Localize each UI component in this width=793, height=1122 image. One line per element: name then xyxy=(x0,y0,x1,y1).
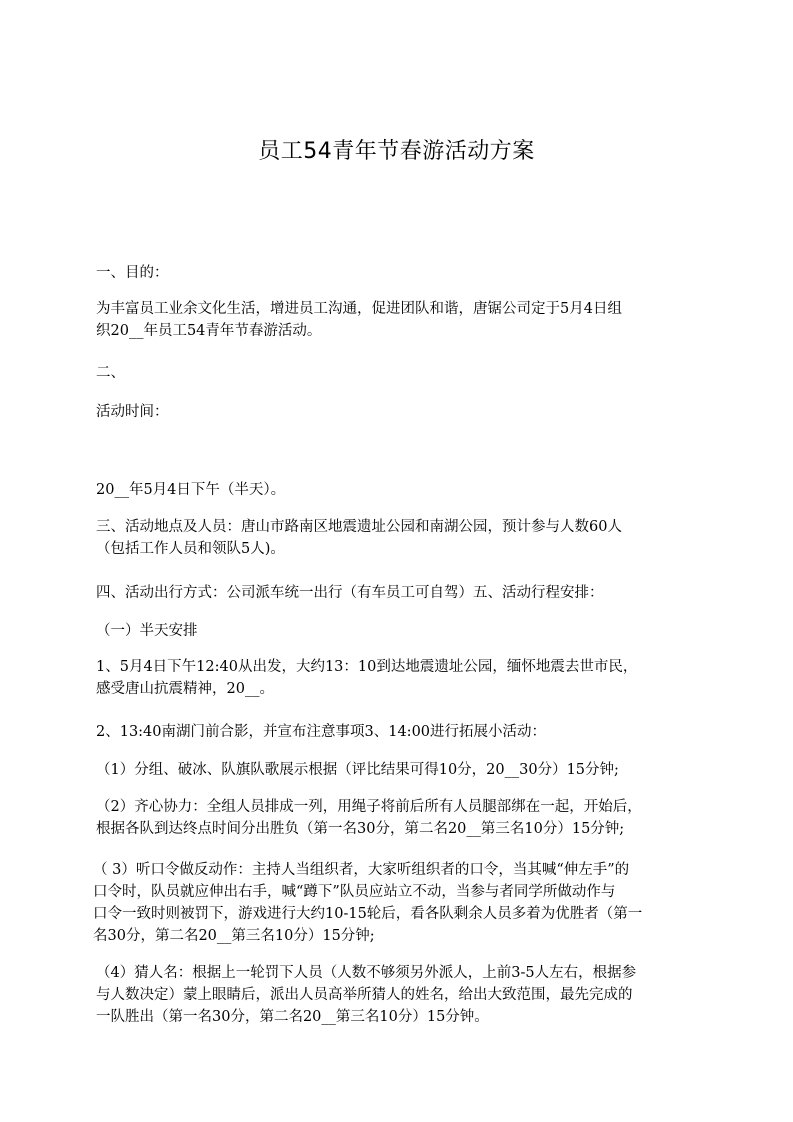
activity-time-value: 20__年5月4日下午（半天）。 xyxy=(96,482,286,498)
document-title: 员工54青年节春游活动方案 xyxy=(258,139,535,164)
schedule-item-2: 2、13:40南湖门前合影，并宣布注意事项3、14:00进行拓展小活动： xyxy=(96,724,547,740)
act4-line-2: 与人数决定）蒙上眼睛后，派出人员高举所猜人的姓名，给出大致范围，最先完成的 xyxy=(96,987,633,1003)
location-line-2: （包括工作人员和领队5人)。 xyxy=(96,541,285,557)
half-day-heading: （一）半天安排 xyxy=(96,623,198,639)
section-purpose-body xyxy=(96,298,706,342)
section-purpose-heading: 一、目的： xyxy=(96,265,169,281)
act3-line-4: 名30分，第二名20__第三名10分）15分钟; xyxy=(93,928,375,944)
act4-line-3: 一队胜出（第一名30分，第二名20__第三名10分）15分钟。 xyxy=(96,1009,489,1025)
section-transport: 四、活动出行方式：公司派车统一出行（有车员工可自驾）五、活动行程安排： xyxy=(96,585,604,601)
section-location xyxy=(96,516,706,560)
purpose-line-2: 织20__年员工54青年节春游活动。 xyxy=(96,323,322,339)
location-line-1: 三、活动地点及人员：唐山市路南区地震遗址公园和南湖公园，预计参与人数60人 xyxy=(96,519,622,535)
schedule-item-1 xyxy=(96,656,706,700)
purpose-line-1: 为丰富员工业余文化生活，增进员工沟通，促进团队和谐，唐锯公司定于5月4日组 xyxy=(96,301,622,317)
act2-line-2: 根据各队到达终点时间分出胜负（第一名30分，第二名20__第三名10分）15分钟; xyxy=(96,821,625,837)
activity-4 xyxy=(96,962,706,1028)
activity-1: （1）分组、破冰、队旗队歌展示根据（评比结果可得10分，20__30分）15分钟; xyxy=(96,762,619,778)
activity-2 xyxy=(96,796,706,840)
item1-line-2: 感受唐山抗震精神，20__。 xyxy=(96,681,274,697)
act3-line-3: 口令一致时则被罚下，游戏进行大约10-15轮后，看各队剩余人员多着为优胜者（第一 xyxy=(93,906,643,922)
act2-line-1: （2）齐心协力：全组人员排成一列，用绳子将前后所有人员腿部绑在一起，开始后， xyxy=(96,799,642,815)
act3-line-2: 口令时，队员就应伸出右手，喊“蹲下”队员应站立不动，当参与者同学所做动作与 xyxy=(93,884,616,900)
activity-3 xyxy=(93,859,703,947)
item1-line-1: 1、5月4日下午12:40从出发，大约13：10到达地震遗址公园，缅怀地震去世市民， xyxy=(96,659,638,675)
activity-time-label: 活动时间： xyxy=(96,404,169,420)
act3-line-1: （ 3）听口令做反动作：主持人当组织者，大家听组织者的口令，当其喊“伸左手”的 xyxy=(93,862,630,878)
section-two-heading: 二、 xyxy=(96,365,125,381)
act4-line-1: （4）猜人名：根据上一轮罚下人员（人数不够须另外派人，上前3-5人左右，根据参 xyxy=(96,965,637,981)
